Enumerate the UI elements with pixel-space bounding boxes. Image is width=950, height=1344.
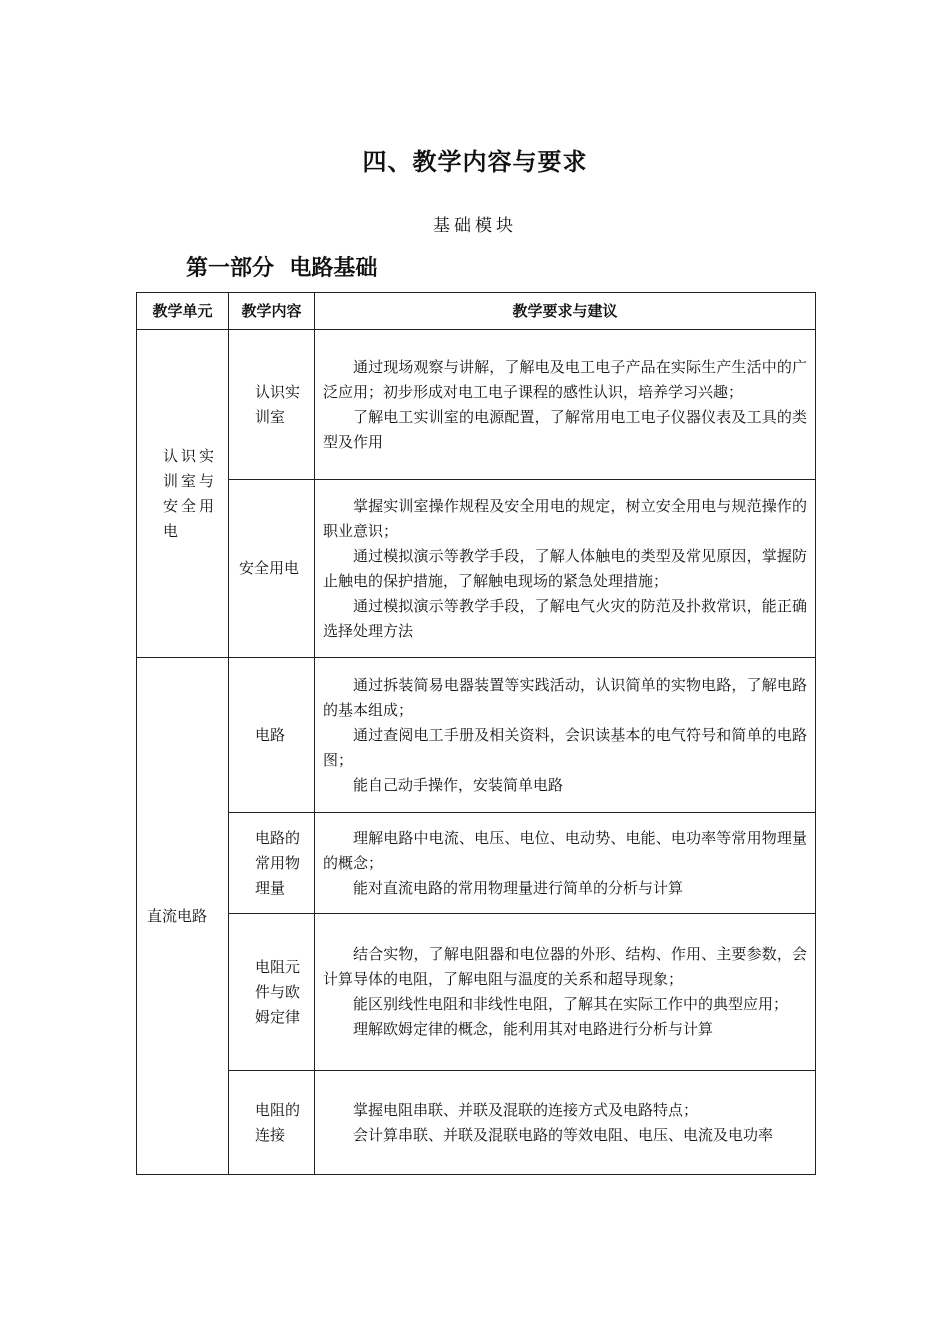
requirement-text: 会计算串联、并联及混联电路的等效电阻、电压、电流及电功率	[353, 1125, 774, 1144]
requirement-text: 通过模拟演示等教学手段，了解人体触电的类型及常见原因，掌握防止触电的保护措施，了解触电现场的紧急处理措施；	[323, 546, 807, 590]
content-cell	[229, 914, 315, 1071]
requirements-cell	[315, 1071, 816, 1175]
requirement-text: 掌握电阻串联、并联及混联的连接方式及电路特点；	[353, 1100, 699, 1119]
requirements-cell	[315, 480, 816, 658]
content-cell	[229, 330, 315, 480]
unit-name: 认识实训室与安全用电	[163, 446, 218, 540]
requirement-text: 通过查阅电工手册及相关资料，会识读基本的电气符号和简单的电路图；	[323, 725, 807, 769]
content-name: 电阻的连接	[255, 1100, 301, 1144]
table-row	[137, 330, 816, 480]
content-name: 安全用电	[239, 559, 300, 577]
requirement-text: 理解电路中电流、电压、电位、电动势、电能、电功率等常用物理量的概念；	[323, 828, 807, 872]
table-row	[137, 658, 816, 813]
content-cell	[229, 658, 315, 813]
content-cell	[229, 1071, 315, 1175]
section-title: 第一部分 电路基础	[186, 256, 378, 281]
header-content: 教学内容	[229, 293, 315, 330]
requirement-text: 掌握实训室操作规程及安全用电的规定，树立安全用电与规范操作的职业意识；	[323, 496, 807, 540]
requirements-cell	[315, 914, 816, 1071]
content-name: 认识实训室	[255, 382, 301, 426]
requirement-text: 结合实物，了解电阻器和电位器的外形、结构、作用、主要参数，会计算导体的电阻，了解电阻与温度的关系和超导现象；	[323, 945, 807, 988]
requirement-text: 能自己动手操作，安装简单电路	[353, 775, 564, 794]
requirement-text: 能对直流电路的常用物理量进行简单的分析与计算	[353, 878, 684, 897]
content-cell	[229, 480, 315, 658]
table-row	[137, 480, 816, 658]
requirement-text: 能区别线性电阻和非线性电阻，了解其在实际工作中的典型应用；	[353, 995, 789, 1013]
requirement-text: 通过拆装简易电器装置等实践活动，认识简单的实物电路，了解电路的基本组成；	[323, 675, 807, 719]
table-row	[137, 1071, 816, 1175]
content-name: 电路	[255, 725, 286, 744]
header-unit: 教学单元	[137, 293, 229, 330]
unit-name: 直流电路	[147, 906, 208, 925]
module-subheading: 基础模块	[433, 216, 517, 236]
table-row	[137, 914, 816, 1071]
requirement-text: 通过现场观察与讲解，了解电及电工电子产品在实际生产生活中的广泛应用；初步形成对电工电子课程的感性认识，培养学习兴趣；	[323, 357, 807, 401]
requirement-text: 了解电工实训室的电源配置，了解常用电工电子仪器仪表及工具的类型及作用	[323, 407, 807, 451]
requirements-cell	[315, 813, 816, 914]
requirements-cell	[315, 330, 816, 480]
content-name: 电路的常用物理量	[255, 828, 301, 897]
table-row	[137, 813, 816, 914]
unit-cell	[137, 658, 229, 1175]
requirement-text: 理解欧姆定律的概念，能利用其对电路进行分析与计算	[353, 1020, 714, 1038]
table-header-row	[137, 293, 816, 330]
header-requirements: 教学要求与建议	[315, 293, 816, 330]
content-cell	[229, 813, 315, 914]
requirement-text: 通过模拟演示等教学手段，了解电气火灾的防范及扑救常识，能正确选择处理方法	[323, 596, 807, 640]
curriculum-table	[136, 292, 816, 1175]
unit-cell	[137, 330, 229, 658]
content-name: 电阻元件与欧姆定律	[255, 957, 301, 1026]
page-heading: 四、教学内容与要求	[362, 148, 588, 176]
requirements-cell	[315, 658, 816, 813]
